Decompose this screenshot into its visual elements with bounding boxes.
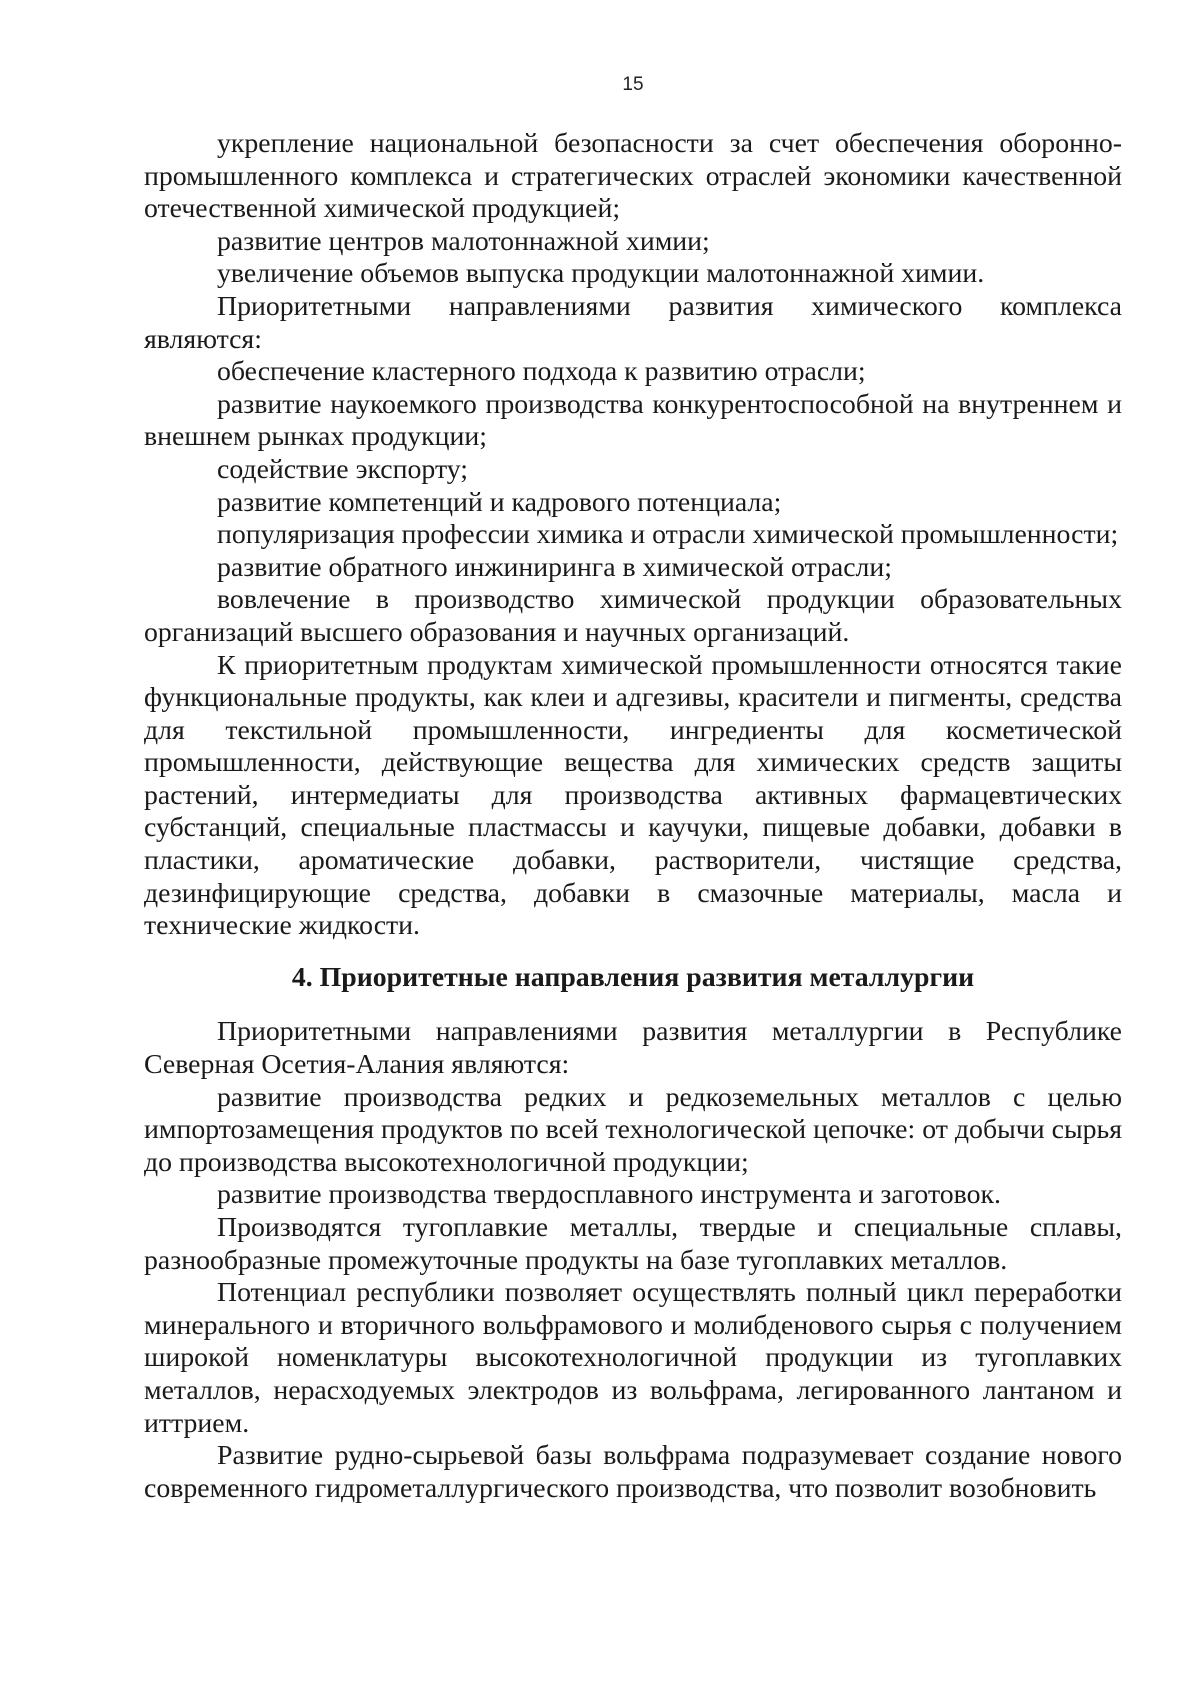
paragraph: развитие наукоемкого производства конкурентоспособной на внутреннем и внешнем рынках продукции; xyxy=(144,388,1122,453)
paragraph: К приоритетным продуктам химической промышленности относятся такие функциональные продукты, как клеи и адгезивы, красители и пигменты, средства для текстильной промышленности, ингредиенты для косметической промышленности, действующие вещества для химических средств защиты растений, интермедиаты для производства активных фармацевтических субстанций, специальные пластмассы и каучуки, пищевые добавки, добавки в пластики, ароматические добавки, растворители, чистящие средства, дезинфицирующие средства, добавки в смазочные материалы, масла и технические жидкости. xyxy=(144,649,1122,942)
paragraph: содействие экспорту; xyxy=(217,453,468,485)
section-heading: 4. Приоритетные направления развития металлургии xyxy=(291,961,975,993)
paragraph: развитие компетенций и кадрового потенциала; xyxy=(217,486,782,518)
paragraph: развитие производства твердосплавного инструмента и заготовок. xyxy=(217,1179,1001,1211)
page-number: 15 xyxy=(622,74,644,95)
paragraph: Потенциал республики позволяет осуществлять полный цикл переработки минерального и вторичного вольфрамового и молибденового сырья с получением широкой номенклатуры высокотехнологичной продукции из тугоплавких металлов, нерасходуемых электродов из вольфрама, легированного лантаном и иттрием. xyxy=(144,1277,1122,1439)
document-body xyxy=(144,128,1122,1505)
paragraph: Приоритетными направлениями развития химического комплекса являются: xyxy=(144,290,1122,355)
paragraph: Производятся тугоплавкие металлы, твердые и специальные сплавы, разнообразные промежуточные продукты на базе тугоплавких металлов. xyxy=(144,1212,1122,1276)
paragraph: Приоритетными направлениями развития металлургии в Республике Северная Осетия-Алания являются: xyxy=(144,1016,1122,1081)
paragraph: популяризация профессии химика и отрасли химической промышленности; xyxy=(217,519,1119,551)
paragraph: увеличение объемов выпуска продукции малотоннажной химии. xyxy=(217,258,985,290)
paragraph: вовлечение в производство химической продукции образовательных организаций высшего образования и научных организаций. xyxy=(144,584,1122,648)
paragraph: укрепление национальной безопасности за счет обеспечения оборонно-промышленного комплекса и стратегических отраслей экономики качественной отечественной химической продукцией; xyxy=(144,128,1122,225)
paragraph: обеспечение кластерного подхода к развитию отрасли; xyxy=(217,356,866,388)
paragraph: развитие производства редких и редкоземельных металлов с целью импортозамещения продуктов по всей технологической цепочке: от добычи сырья до производства высокотехнологичной продукции; xyxy=(144,1081,1122,1178)
paragraph: развитие обратного инжиниринга в химической отрасли; xyxy=(217,551,893,583)
paragraph: Развитие рудно-сырьевой базы вольфрама подразумевает создание нового современного гидрометаллургического производства, что позволит возобновить xyxy=(144,1440,1122,1504)
paragraph: развитие центров малотоннажной химии; xyxy=(217,225,710,257)
